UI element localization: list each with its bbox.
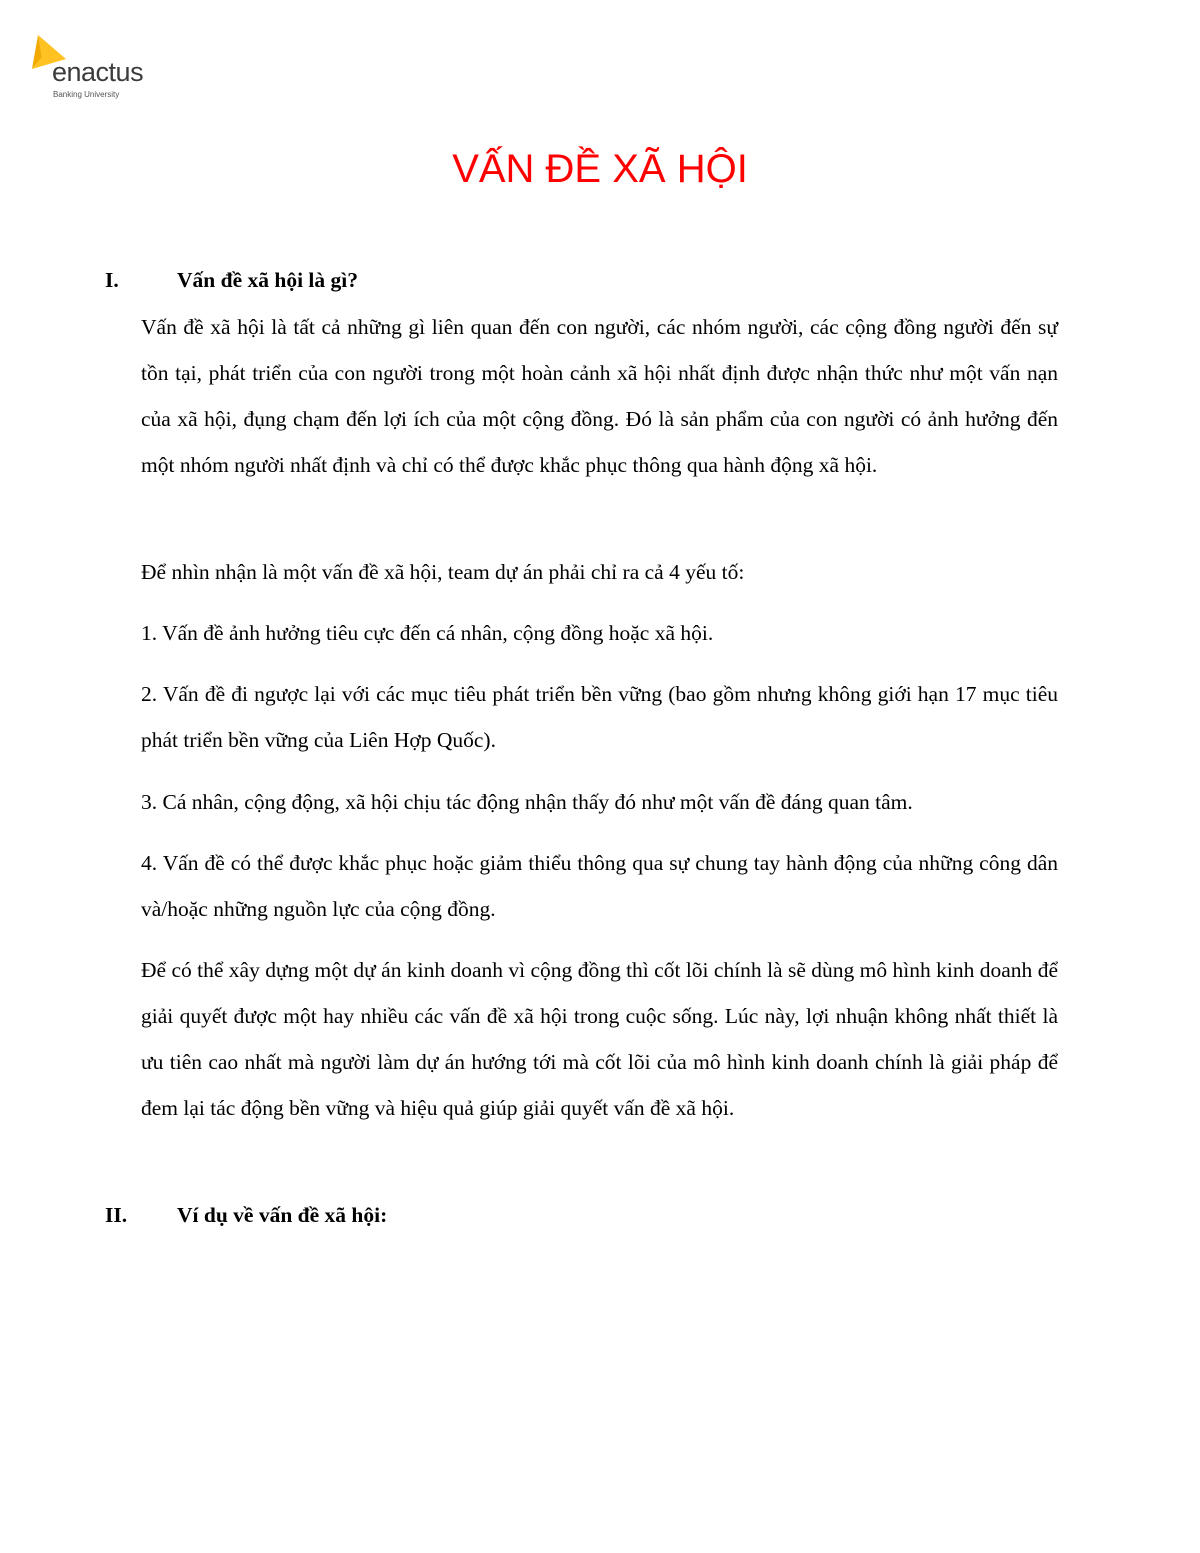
paragraph-business: Để có thể xây dựng một dự án kinh doanh vì cộng đồng thì cốt lõi chính là sẽ dùng mô hình kinh doanh để giải quyết được một hay nhiều các vấn đề xã hội trong cuộc sống. Lúc này, lợi nhuận không nhất thiết là ưu tiên cao nhất mà người làm dự án hướng tới mà cốt lõi của mô hình kinh doanh chính là giải pháp để đem lại tác động bền vững và hiệu quả giúp giải quyết vấn đề xã hội. (141, 958, 1058, 1120)
paragraph-criteria-intro: Để nhìn nhận là một vấn đề xã hội, team dự án phải chỉ ra cả 4 yếu tố: (141, 560, 745, 584)
section-1-heading (105, 265, 358, 295)
criteria-item-4: 4. Vấn đề có thể được khắc phục hoặc giảm thiểu thông qua sự chung tay hành động của những công dân và/hoặc những nguồn lực của cộng đồng. (141, 851, 1058, 921)
paragraph-definition: Vấn đề xã hội là tất cả những gì liên quan đến con người, các nhóm người, các cộng đồng người đến sự tồn tại, phát triển của con người trong một hoàn cảnh xã hội nhất định được nhận thức như một vấn nạn của xã hội, đụng chạm đến lợi ích của một cộng đồng. Đó là sản phẩm của con người có ảnh hưởng đến một nhóm người nhất định và chỉ có thể được khắc phục thông qua hành động xã hội. (141, 315, 1058, 477)
criteria-item-3: 3. Cá nhân, cộng động, xã hội chịu tác động nhận thấy đó như một vấn đề đáng quan tâm. (141, 790, 913, 814)
section-2-heading (105, 1200, 387, 1230)
section-2-title: Ví dụ về vấn đề xã hội: (177, 1203, 388, 1227)
section-1-number: I. (105, 268, 119, 292)
section-2-number: II. (105, 1203, 128, 1227)
logo-subtitle: Banking University (53, 90, 120, 99)
page-title: VẤN ĐỀ XÃ HỘI (452, 147, 748, 191)
criteria-item-2: 2. Vấn đề đi ngược lại với các mục tiêu phát triển bền vững (bao gồm nhưng không giới hạn 17 mục tiêu phát triển bền vững của Liên Hợp Quốc). (141, 682, 1058, 752)
logo-wordmark: enactus (52, 57, 144, 87)
section-1-title: Vấn đề xã hội là gì? (177, 268, 358, 292)
enactus-logo (30, 33, 160, 105)
criteria-item-1: 1. Vấn đề ảnh hưởng tiêu cực đến cá nhân, cộng đồng hoặc xã hội. (141, 621, 714, 645)
